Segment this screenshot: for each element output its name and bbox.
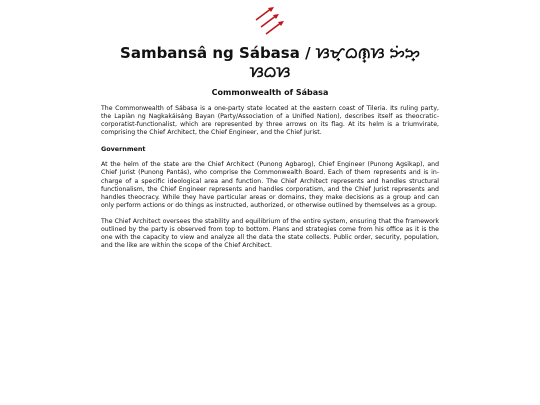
article-body	[101, 105, 439, 258]
government-paragraph-2: The Chief Architect oversees the stability and equilibrium of the entire system, ensuring that the framework outlined by the party is observed from top to bottom. Plans and strategies come from his office as it is the one with the capacity to view and analyze all the data the state collects. Public order, security, population, and the like are within the scope of the Chief Architect.	[101, 217, 439, 250]
arrow-2	[261, 14, 279, 27]
article-subtitle: Commonwealth of Sábasa	[211, 88, 329, 97]
arrow-1	[256, 7, 274, 20]
arrow-3	[266, 21, 284, 34]
government-paragraph-1: At the helm of the state are the Chief Architect (Punong Agbarog), Chief Engineer (Punong Agsikap), and Chief Jurist (Punong Pantás), who comprise the Commonwealth Board. Each of them represents and is in-charge of a specific ideological area and function. The Chief Architect represents and handles structural functionalism, the Chief Engineer represents and handles corporatism, and the Chief Jurist represents and handles theocracy. While they have particular areas or domains, they make decisions as a group and can only perform actions or do things as instructed, authorized, or otherwise outlined by themselves as a group.	[101, 161, 439, 209]
section-heading-government: Government	[101, 145, 146, 154]
page-title: Sambansâ ng Sábasa / ᜐᜋ᜔ᜊᜈ᜔ᜐ ᜅᜒᜅ᜔ ᜐᜊᜐ	[120, 44, 420, 81]
three-arrows-icon	[253, 6, 287, 36]
intro-paragraph: The Commonwealth of Sábasa is a one-party state located at the eastern coast of Tileria. Its ruling party, the Lapiàn ng Nagkakáisáng Bayan (Party/Association of a Unified Nation), describes itself as theocratic-corporatist-functionalist, which are represented by three arrows on its flag. At its helm is a triumvirate, comprising the Chief Architect, the Chief Engineer, and the Chief Jurist.	[101, 105, 439, 137]
